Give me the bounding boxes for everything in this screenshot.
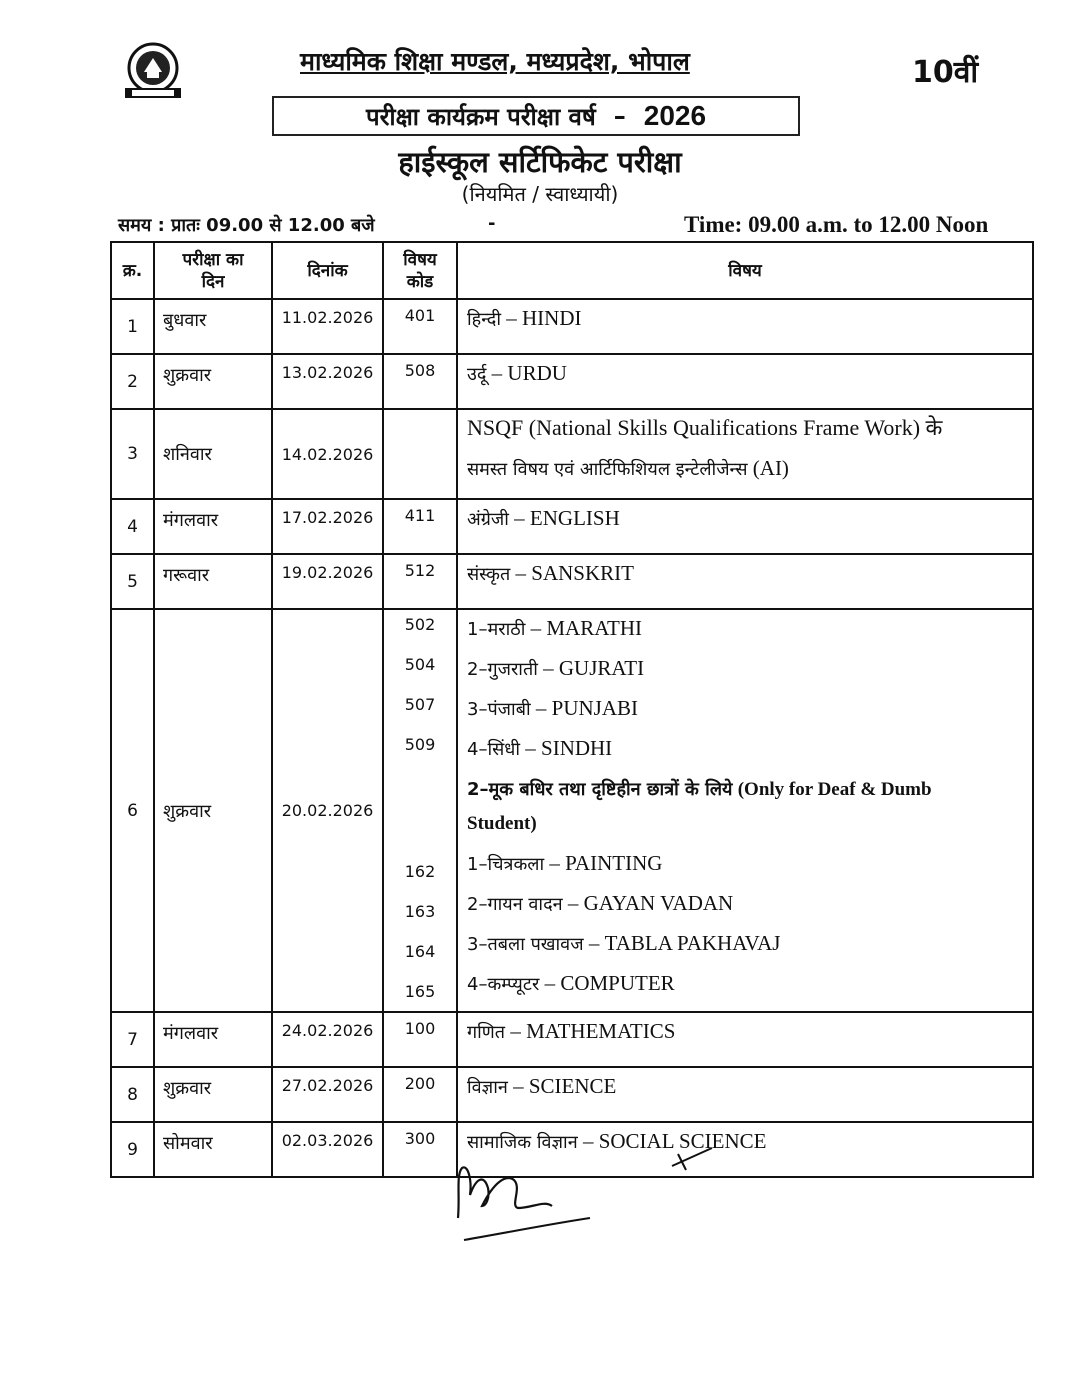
deaf-note-line2: Student) (467, 813, 537, 834)
subject-english: GAYAN VADAN (583, 891, 734, 915)
subject-dash: – (491, 361, 503, 385)
subject-english: URDU (507, 361, 567, 385)
table-row (111, 1012, 1033, 1067)
row-code: 401 (383, 299, 457, 354)
row-code: 100 (383, 1012, 457, 1067)
subject-english: MARATHI (546, 616, 643, 640)
code-item: 163 (404, 902, 436, 921)
table-row (111, 354, 1033, 409)
subject-item (467, 610, 1032, 650)
subject-dash: – (510, 1019, 521, 1043)
code-item: 164 (404, 942, 436, 961)
row-date: 17.02.2026 (272, 499, 383, 554)
row-sn: 4 (111, 499, 154, 554)
row-subject (457, 1012, 1033, 1067)
board-seal-icon (120, 42, 186, 100)
row-date: 11.02.2026 (272, 299, 383, 354)
subject-item (467, 650, 1032, 690)
row-subject (457, 554, 1033, 609)
subject-dash: – (506, 306, 517, 330)
subject-dash: – (567, 891, 579, 915)
subject-english: ENGLISH (529, 506, 620, 530)
subject-dash: – (582, 1129, 594, 1153)
code-item: 504 (404, 655, 436, 674)
row-day: मंगलवार (154, 1012, 272, 1067)
subject-hindi: 3–तबला पखावज (467, 934, 584, 955)
row-code: 300 (383, 1122, 457, 1177)
certificate-title: हाईस्कूल सर्टिफिकेट परीक्षा (398, 145, 682, 179)
table-row (111, 1067, 1033, 1122)
col-header-day (154, 242, 272, 299)
subject-english: SINDHI (541, 736, 613, 760)
col-header-subject: विषय (457, 242, 1033, 299)
subject-english: PAINTING (565, 851, 663, 875)
row-day: सोमवार (154, 1122, 272, 1177)
subject-dash: – (513, 1074, 524, 1098)
time-separator: - (488, 213, 496, 234)
row-subject (457, 299, 1033, 354)
programme-label: परीक्षा कार्यक्रम परीक्षा वर्ष (365, 102, 596, 131)
row-date: 27.02.2026 (272, 1067, 383, 1122)
subject-hindi: अंग्रेजी (467, 509, 509, 530)
subject-hindi: 2–गुजराती (467, 659, 538, 680)
row-sn: 6 (111, 609, 154, 1012)
nsqf-line: NSQF (National Skills Qualifications Frame Work) के (467, 415, 943, 440)
table-row (111, 554, 1033, 609)
table-row (111, 299, 1033, 354)
subject-english: SANSKRIT (531, 561, 634, 585)
table-header-row (111, 242, 1033, 299)
row-date: 19.02.2026 (272, 554, 383, 609)
nsqf-line2-hindi: समस्त विषय एवं आर्टिफिशियल इन्टेलीजेन्स (467, 459, 748, 480)
row-subject-group (457, 609, 1033, 1012)
subject-hindi: सामाजिक विज्ञान (467, 1132, 578, 1153)
subject-dash: – (535, 696, 547, 720)
nsqf-line2-english: (AI) (752, 456, 789, 480)
subject-hindi: 1–चित्रकला (467, 854, 545, 875)
row-code-group (383, 609, 457, 1012)
table-row (111, 609, 1033, 1012)
row-sn: 1 (111, 299, 154, 354)
row-sn: 2 (111, 354, 154, 409)
row-date: 14.02.2026 (272, 409, 383, 499)
subject-english: HINDI (522, 306, 582, 330)
subject-hindi: 1–मराठी (467, 619, 526, 640)
subject-dash: – (588, 931, 600, 955)
row-day: शुक्रवार (154, 354, 272, 409)
subject-hindi: संस्कृत (467, 564, 511, 585)
row-code (383, 409, 457, 499)
table-row (111, 409, 1033, 499)
subject-hindi: विज्ञान (467, 1077, 508, 1098)
subject-item (467, 965, 1032, 1011)
deaf-note-hindi: 2–मूक बधिर तथा दृष्टिहीन छात्रों के लिये (467, 779, 733, 800)
subject-item (467, 885, 1032, 925)
row-code: 508 (383, 354, 457, 409)
subject-dash: – (544, 971, 556, 995)
row-subject (457, 499, 1033, 554)
col-header-code-line2: कोड (406, 271, 434, 292)
subject-dash: – (525, 736, 536, 760)
row-date: 13.02.2026 (272, 354, 383, 409)
row-sn: 3 (111, 409, 154, 499)
row-date: 20.02.2026 (272, 609, 383, 1012)
subject-english: MATHEMATICS (526, 1019, 676, 1043)
subject-dash: – (549, 851, 560, 875)
row-day: शनिवार (154, 409, 272, 499)
subject-item (467, 730, 1032, 770)
subject-hindi: 2–गायन वादन (467, 894, 563, 915)
subject-dash: – (515, 561, 527, 585)
board-title: माध्यमिक शिक्षा मण्डल, मध्यप्रदेश, भोपाल (300, 47, 690, 76)
col-header-date: दिनांक (272, 242, 383, 299)
code-spacer (384, 770, 456, 850)
code-item: 509 (404, 735, 436, 754)
subject-hindi: 4–सिंधी (467, 739, 521, 760)
subject-hindi: गणित (467, 1022, 506, 1043)
deaf-note-english: (Only for Deaf & Dumb (737, 779, 932, 800)
col-header-day-line2: दिन (201, 271, 225, 292)
row-sn: 8 (111, 1067, 154, 1122)
col-header-sn: क्र. (111, 242, 154, 299)
table-row (111, 499, 1033, 554)
schedule-table (110, 241, 1034, 1178)
subject-hindi: 3–पंजाबी (467, 699, 531, 720)
row-day: शुक्रवार (154, 609, 272, 1012)
col-header-code (383, 242, 457, 299)
deaf-note (467, 770, 1032, 810)
programme-box (272, 96, 800, 136)
code-item: 165 (404, 982, 436, 1001)
row-code: 512 (383, 554, 457, 609)
subject-item (467, 925, 1032, 965)
class-label: 10वीं (912, 55, 979, 90)
code-item: 507 (404, 695, 436, 714)
subject-hindi: हिन्दी (467, 309, 502, 330)
subject-english: PUNJABI (551, 696, 638, 720)
row-sn: 5 (111, 554, 154, 609)
subject-dash: – (530, 616, 542, 640)
row-sn: 9 (111, 1122, 154, 1177)
subject-english: SOCIAL SCIENCE (598, 1129, 767, 1153)
row-code: 411 (383, 499, 457, 554)
row-sn: 7 (111, 1012, 154, 1067)
signature-icon (440, 1140, 740, 1250)
row-date: 24.02.2026 (272, 1012, 383, 1067)
code-item: 162 (404, 862, 436, 881)
subject-hindi: 4–कम्प्यूटर (467, 974, 540, 995)
time-english: Time: 09.00 a.m. to 12.00 Noon (684, 212, 989, 237)
subject-hindi: उर्दू (467, 364, 487, 385)
subject-english: COMPUTER (560, 971, 675, 995)
row-subject (457, 354, 1033, 409)
subject-english: GUJRATI (558, 656, 645, 680)
row-subject (457, 409, 1033, 499)
row-day: शुक्रवार (154, 1067, 272, 1122)
subject-item (467, 690, 1032, 730)
row-subject (457, 1067, 1033, 1122)
time-hindi: समय : प्रातः 09.00 से 12.00 बजे (118, 215, 375, 236)
programme-dash: – (613, 102, 626, 130)
row-day: मंगलवार (154, 499, 272, 554)
subject-dash: – (514, 506, 525, 530)
col-header-day-line1: परीक्षा का (182, 249, 244, 270)
exam-mode: (नियमित / स्वाध्यायी) (461, 182, 619, 206)
subject-english: TABLA PAKHAVAJ (604, 931, 781, 955)
subject-english: SCIENCE (528, 1074, 617, 1098)
row-code: 200 (383, 1067, 457, 1122)
subject-item (467, 845, 1032, 885)
subject-dash: – (543, 656, 554, 680)
row-date: 02.03.2026 (272, 1122, 383, 1177)
row-day: बुधवार (154, 299, 272, 354)
code-item: 502 (404, 615, 436, 634)
col-header-code-line1: विषय (403, 249, 437, 270)
row-day: गरूवार (154, 554, 272, 609)
programme-year: 2026 (643, 100, 707, 131)
